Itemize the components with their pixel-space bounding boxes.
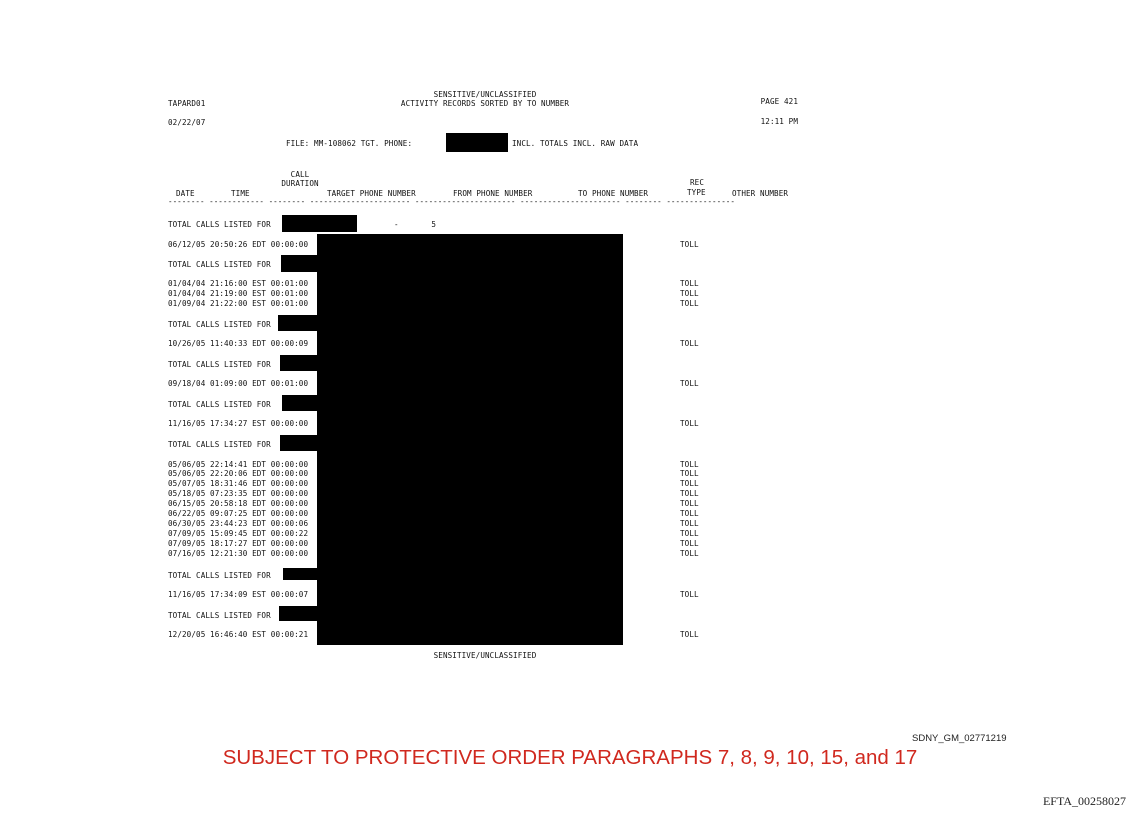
group-label: TOTAL CALLS LISTED FOR — [168, 440, 271, 449]
col-date: DATE — [176, 189, 195, 198]
redaction-block — [282, 395, 322, 411]
group-label: TOTAL CALLS LISTED FOR — [168, 320, 271, 329]
call-row: 09/18/04 01:09:00 EDT 00:01:00 — [168, 379, 309, 388]
rec-type: TOLL — [680, 509, 699, 518]
call-row: 06/30/05 23:44:23 EDT 00:00:06 — [168, 519, 309, 528]
call-row: 01/04/04 21:19:00 EST 00:01:00 — [168, 289, 309, 298]
page-number: PAGE 421 — [760, 97, 798, 106]
report-time: 12:11 PM — [760, 117, 798, 126]
rec-type: TOLL — [680, 299, 699, 308]
group-label: TOTAL CALLS LISTED FOR — [168, 360, 271, 369]
redaction-target-phone — [446, 133, 508, 152]
report-date: 02/22/07 — [168, 118, 206, 127]
rec-type: TOLL — [680, 279, 699, 288]
call-row: 05/07/05 18:31:46 EDT 00:00:00 — [168, 479, 309, 488]
header-underline: -------- ------------ -------- ---------------------- ---------------------- ---------------------- -------- --------------- — [168, 197, 735, 206]
rec-type: TOLL — [680, 630, 699, 639]
rec-type: TOLL — [680, 539, 699, 548]
redaction-phone-columns — [317, 234, 623, 645]
col-rec: REC — [690, 178, 705, 187]
call-row: 01/04/04 21:16:00 EST 00:01:00 — [168, 279, 309, 288]
call-row: 05/06/05 22:14:41 EDT 00:00:00 — [168, 460, 309, 469]
classification-top: SENSITIVE/UNCLASSIFIED — [433, 90, 537, 99]
call-row: 06/22/05 09:07:25 EDT 00:00:00 — [168, 509, 309, 518]
program-id: TAPARD01 — [168, 99, 206, 108]
protective-order-notice: SUBJECT TO PROTECTIVE ORDER PARAGRAPHS 7, 8, 9, 10, 15, and 17 — [222, 746, 918, 769]
redaction-block — [282, 215, 357, 232]
call-row: 11/16/05 17:34:27 EST 00:00:00 — [168, 419, 309, 428]
rec-type: TOLL — [680, 469, 699, 478]
bates-sdny: SDNY_GM_02771219 — [912, 733, 1007, 744]
col-call: CALL — [290, 170, 310, 179]
group-label: TOTAL CALLS LISTED FOR — [168, 220, 271, 229]
rec-type: TOLL — [680, 529, 699, 538]
group-label: TOTAL CALLS LISTED FOR — [168, 571, 271, 580]
col-duration: DURATION — [281, 179, 319, 188]
call-row: 11/16/05 17:34:09 EST 00:00:07 — [168, 590, 309, 599]
group-label: TOTAL CALLS LISTED FOR — [168, 400, 271, 409]
call-row: 06/12/05 20:50:26 EDT 00:00:00 — [168, 240, 309, 249]
col-to-phone: TO PHONE NUMBER — [578, 189, 649, 198]
rec-type: TOLL — [680, 549, 699, 558]
call-row: 07/09/05 15:09:45 EDT 00:00:22 — [168, 529, 309, 538]
redaction-block — [278, 315, 318, 331]
call-row: 07/16/05 12:21:30 EDT 00:00:00 — [168, 549, 309, 558]
call-row: 10/26/05 11:40:33 EDT 00:00:09 — [168, 339, 309, 348]
col-time: TIME — [231, 189, 250, 198]
rec-type: TOLL — [680, 479, 699, 488]
report-title: ACTIVITY RECORDS SORTED BY TO NUMBER — [400, 99, 570, 108]
rec-type: TOLL — [680, 339, 699, 348]
col-other-number: OTHER NUMBER — [732, 189, 789, 198]
redaction-block — [283, 568, 321, 580]
classification-bottom: SENSITIVE/UNCLASSIFIED — [433, 651, 537, 660]
call-row: 06/15/05 20:58:18 EDT 00:00:00 — [168, 499, 309, 508]
redaction-block — [280, 435, 320, 451]
file-line-suffix: INCL. TOTALS INCL. RAW DATA — [512, 139, 639, 148]
call-row: 05/18/05 07:23:35 EDT 00:00:00 — [168, 489, 309, 498]
rec-type: TOLL — [680, 590, 699, 599]
file-line-prefix: FILE: MM-108062 TGT. PHONE: — [286, 139, 413, 148]
group-count: - 5 — [394, 220, 437, 229]
call-row: 12/20/05 16:46:40 EST 00:00:21 — [168, 630, 309, 639]
group-label: TOTAL CALLS LISTED FOR — [168, 260, 271, 269]
call-row: 01/09/04 21:22:00 EST 00:01:00 — [168, 299, 309, 308]
rec-type: TOLL — [680, 489, 699, 498]
col-type: TYPE — [687, 188, 706, 197]
rec-type: TOLL — [680, 419, 699, 428]
rec-type: TOLL — [680, 460, 699, 469]
redaction-block — [280, 355, 320, 371]
rec-type: TOLL — [680, 379, 699, 388]
call-row: 07/09/05 18:17:27 EDT 00:00:00 — [168, 539, 309, 548]
rec-type: TOLL — [680, 240, 699, 249]
col-target-phone: TARGET PHONE NUMBER — [327, 189, 416, 198]
bates-efta: EFTA_00258027 — [1042, 794, 1126, 808]
rec-type: TOLL — [680, 519, 699, 528]
call-row: 05/06/05 22:20:06 EDT 00:00:00 — [168, 469, 309, 478]
rec-type: TOLL — [680, 289, 699, 298]
group-label: TOTAL CALLS LISTED FOR — [168, 611, 271, 620]
rec-type: TOLL — [680, 499, 699, 508]
col-from-phone: FROM PHONE NUMBER — [453, 189, 533, 198]
redaction-block — [279, 606, 319, 621]
redaction-block — [281, 255, 321, 272]
